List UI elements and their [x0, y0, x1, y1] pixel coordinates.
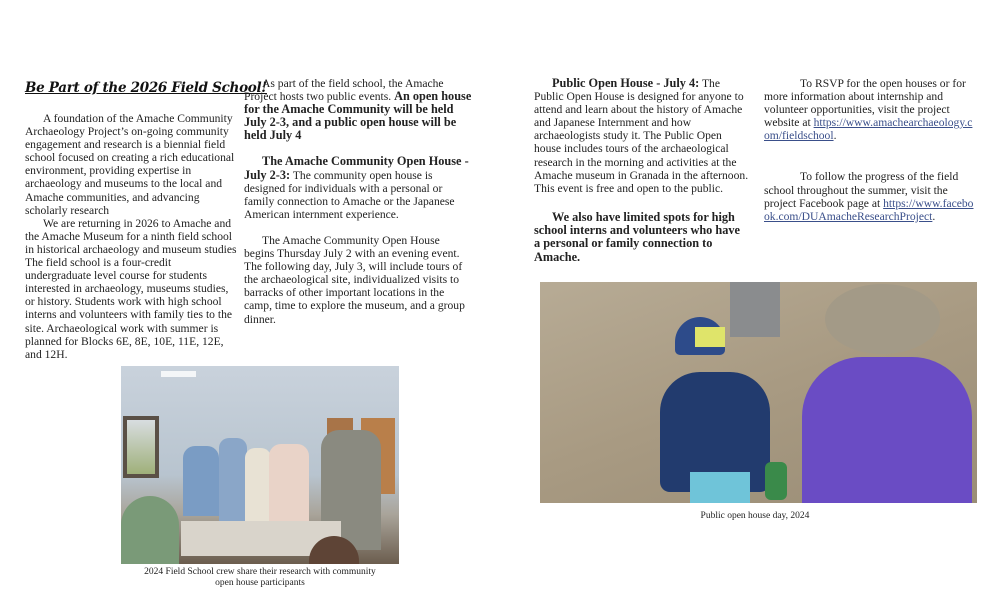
interns-paragraph: We also have limited spots for high school interns and volunteers who have a personal or family connection to Amache.: [534, 209, 740, 264]
public-open-house-heading: Public Open House - July 4:: [552, 76, 700, 90]
events-bold-text: An open house for the Amache Community will be held July 2-3, and a public open house will be held July 4: [244, 89, 472, 143]
person: [219, 438, 247, 523]
dustpan: [695, 327, 725, 347]
photo-1-caption: 2024 Field School crew share their research with community open house participants: [144, 567, 376, 588]
person-foreground: [121, 496, 179, 564]
rsvp-paragraph: [764, 77, 978, 142]
period: .: [932, 209, 936, 223]
public-open-house-text: The Public Open House is designed for anyone to attend and learn about the history of Amache and Japanese Internment and how archaeologists study it. The Public Open house includes tours of the archaeological research in the morning and activities at the Amache museum in Granada in the afternoon. This event is free and open to the public.: [534, 77, 749, 195]
field-school-crew-photo: [121, 366, 399, 564]
events-paragraph: [244, 77, 472, 142]
column-3: [534, 77, 749, 264]
facebook-link[interactable]: https://www.facebook.com/DUAmacheResearchProject: [764, 196, 974, 223]
person: [183, 446, 219, 516]
window: [123, 416, 159, 478]
field-school-paragraph: We are returning in 2026 to Amache and the Amache Museum for a ninth field school in historical archaeology and museum studies The field school is a four-credit undergraduate level course for students interested in archaeology, museums studies, or history. Students work with high school interns and volunteers with family ties to the site. Archaeological work with summer is planned for Blocks 6E, 8E, 10E, 11E, 12E, and 12H.: [25, 216, 237, 361]
column-4: [764, 77, 978, 223]
website-link[interactable]: https://www.amachearchaeology.com/fieldschool: [764, 116, 973, 143]
period: .: [833, 129, 837, 143]
community-open-house-paragraph: [244, 155, 472, 220]
facebook-text: To follow the progress of the field school throughout the summer, visit the project Facebook page at: [764, 170, 959, 210]
events-text: As part of the field school, the Amache Project hosts two public events.: [244, 77, 444, 104]
intro-paragraph: A foundation of the Amache Community Archaeology Project’s on-going community engagement and research is a biennial field school focused on creating a rich educational environment, providing expertise in archaeology and museums to the local and Amache communities, and advancing scholarly research: [25, 112, 235, 217]
ceiling-light: [161, 371, 196, 377]
sun-hat: [825, 284, 940, 354]
water-bottle: [765, 462, 787, 500]
column-2: [244, 77, 472, 326]
person: [245, 448, 271, 528]
facebook-paragraph: [764, 170, 978, 222]
community-open-house-text: The community open house is designed for individuals with a personal or family connection to Amache or the Japanese American internment experience.: [244, 168, 455, 221]
photo-2-caption: Public open house day, 2024: [700, 511, 810, 521]
adult-in-purple-shirt: [802, 357, 972, 503]
bucket: [690, 472, 750, 503]
public-open-house-photo: [540, 282, 977, 503]
person: [269, 444, 309, 522]
rsvp-text: To RSVP for the open houses or for more information about internship and volunteer opportunities, visit the project website at: [764, 77, 966, 130]
person-legs: [730, 282, 780, 337]
page-headline: Be Part of the 2026 Field School!: [25, 80, 267, 96]
column-1: [25, 112, 239, 361]
community-schedule-paragraph: The Amache Community Open House begins Thursday July 2 with an evening event. The following day, July 3, will include tours of the archaeological site, individualized visits to barracks of other important locations in the camp, time to explore the museum, and a group dinner.: [244, 233, 465, 326]
community-open-house-heading: The Amache Community Open House - July 2-3:: [244, 154, 469, 182]
public-open-house-paragraph: [534, 77, 749, 195]
